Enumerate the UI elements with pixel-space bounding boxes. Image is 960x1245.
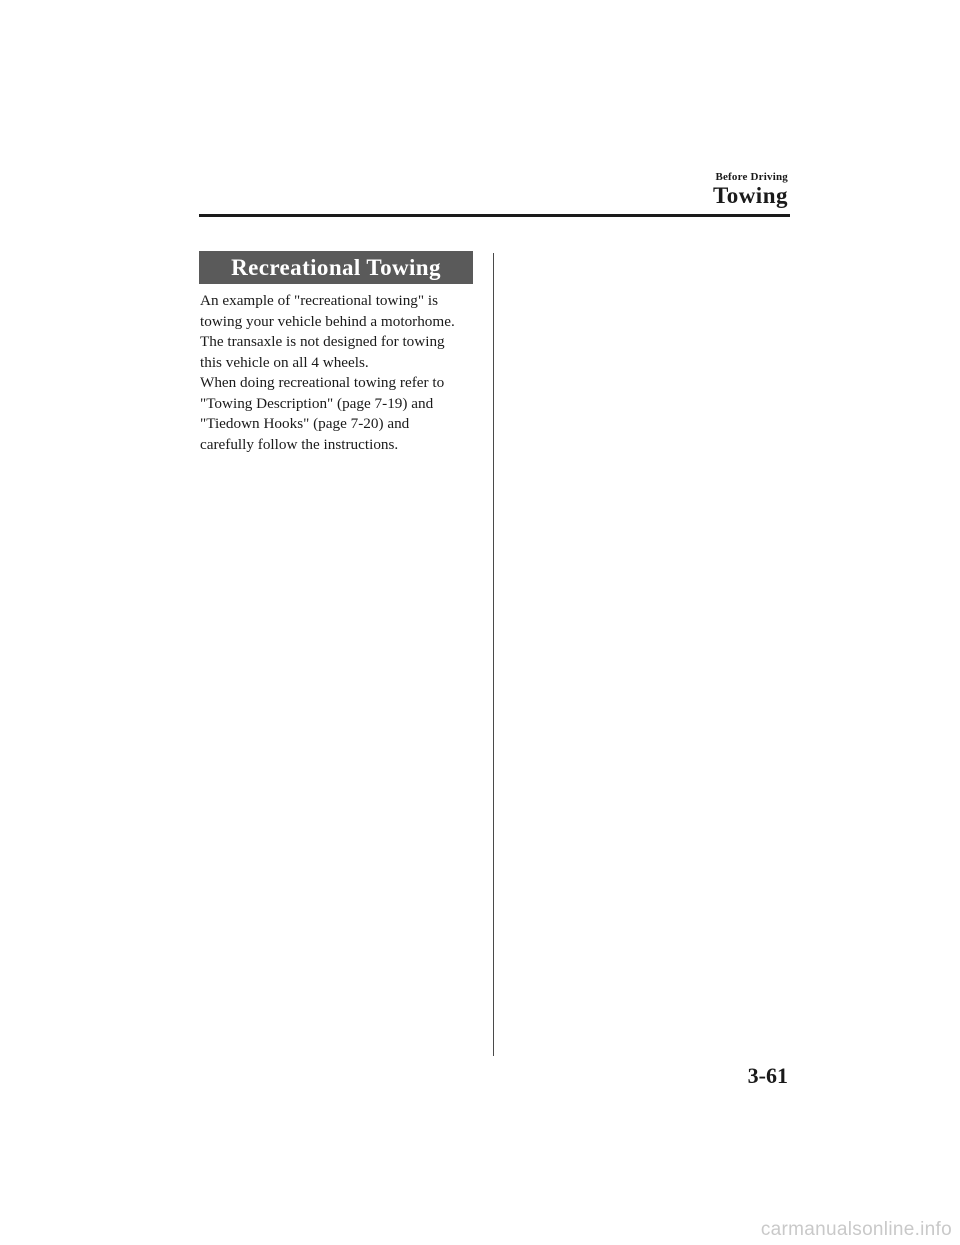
page-number: 3-61 bbox=[747, 1063, 788, 1088]
header-rule bbox=[199, 214, 790, 217]
header-title: Towing bbox=[712, 183, 788, 208]
body-line: "Towing Description" (page 7-19) and bbox=[200, 394, 434, 412]
body-line: When doing recreational towing refer to bbox=[200, 374, 445, 391]
section-heading: Recreational Towing bbox=[199, 251, 473, 284]
body-line: towing your vehicle behind a motorhome. bbox=[200, 312, 455, 330]
body-line: The transaxle is not designed for towing bbox=[200, 333, 445, 350]
watermark-text: carmanualsonline.info bbox=[760, 1219, 952, 1240]
body-paragraph bbox=[200, 291, 485, 455]
body-line: An example of "recreational towing" is bbox=[200, 292, 439, 309]
header-section-label: Before Driving bbox=[715, 171, 788, 183]
body-line: carefully follow the instructions. bbox=[200, 435, 399, 453]
column-divider bbox=[493, 253, 494, 1056]
body-line: this vehicle on all 4 wheels. bbox=[200, 353, 369, 371]
body-line: "Tiedown Hooks" (page 7-20) and bbox=[200, 415, 410, 432]
